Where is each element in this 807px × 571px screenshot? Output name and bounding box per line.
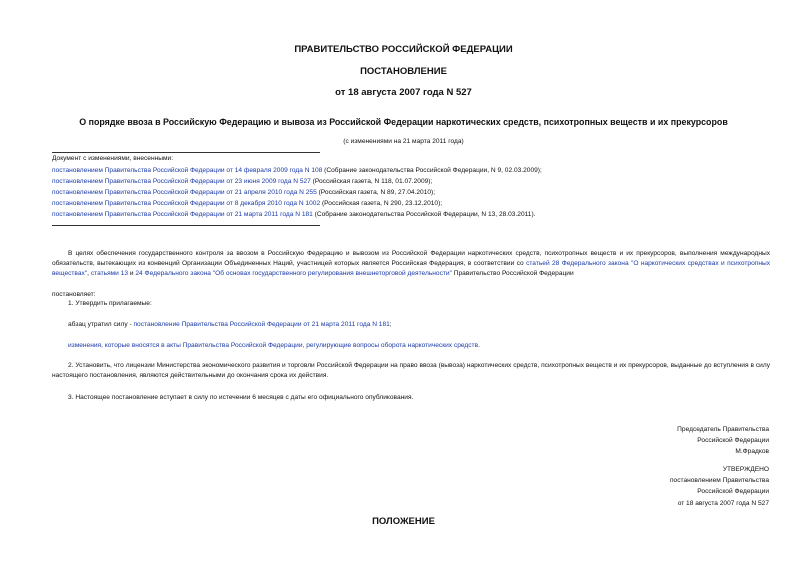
approval-block — [560, 464, 769, 509]
regulation-title: ПОЛОЖЕНИЕ — [372, 516, 435, 527]
resolves-label: постановляет: — [52, 291, 96, 298]
changes-intro: Документ с изменениями, внесенными: — [52, 155, 174, 162]
signature-block — [560, 424, 769, 458]
item-2: 2. Установить, что лицензии Министерства экономического развития и торговли Российской Федерации на право ввоза (вывоза) наркотических средств, психотропных веществ и их прекурсоров, выданные до вступления в силу настоящего постановления, являются действительными до окончания срока их действия. — [52, 362, 770, 379]
document-date-number: от 18 августа 2007 года N 527 — [335, 87, 472, 98]
lapsed-paragraph — [68, 321, 392, 328]
amendment-source: (Собрание законодательства Российской Федерации, N 13, 28.03.2011). — [312, 211, 536, 218]
signature-name: М.Фрадков — [735, 448, 769, 456]
amendment-source: (Российская газета, N 89, 27.04.2010); — [316, 189, 436, 196]
lapsed-link[interactable]: постановление Правительства Российской Федерации от 21 марта 2011 года N 181 — [133, 321, 390, 328]
signature-position: Председатель Правительства — [677, 426, 769, 433]
preamble-text: Правительство Российской Федерации — [451, 270, 574, 277]
changes-list-item — [52, 200, 442, 207]
bottom-divider — [52, 225, 320, 226]
changes-list-item — [52, 189, 435, 196]
amendment-link[interactable]: постановлением Правительства Российской Федерации от 21 марта 2011 года N 181 — [52, 211, 313, 218]
changes-end: . — [478, 342, 480, 349]
approval-line: Российской Федерации — [697, 488, 769, 496]
changes-list-item — [52, 167, 542, 174]
item-1: 1. Утвердить прилагаемые: — [68, 300, 152, 307]
amendment-link[interactable]: постановлением Правительства Российской Федерации от 23 июня 2009 года N 527 — [52, 178, 311, 185]
article-13-link[interactable]: статьями 13 — [90, 270, 129, 277]
changes-paragraph — [68, 342, 480, 349]
amendment-link[interactable]: постановлением Правительства Российской Федерации от 21 апреля 2010 года N 255 — [52, 189, 317, 196]
narcotics-law-link[interactable]: статьей 28 Федерального закона "О наркотических средствах и психотропных веществах" — [52, 260, 771, 277]
lapsed-text: абзац утратил силу - — [68, 321, 134, 328]
approval-line: от 18 августа 2007 года N 527 — [677, 499, 769, 507]
preamble-text: и — [128, 270, 136, 277]
amendment-source: (Собрание законодательства Российской Федерации, N 9, 02.03.2009); — [322, 167, 542, 174]
document-type-heading: ПОСТАНОВЛЕНИЕ — [360, 66, 447, 77]
government-heading: ПРАВИТЕЛЬСТВО РОССИЙСКОЙ ФЕДЕРАЦИИ — [294, 44, 513, 55]
preamble-text: В целях обеспечения государственного контроля за ввозом в Российскую Федерацию и вывозом из Российской Федерации наркотических средств, психотропных веществ и их прекурсоров, выполнения международных обязательств, вытекающих из конвенций Организации Объединенных Наций, участницей которых является Российская Федерация, в соответствии со — [52, 250, 770, 267]
changes-list-item — [52, 178, 432, 185]
amendment-note: (с изменениями на 21 марта 2011 года) — [343, 138, 464, 145]
top-divider — [52, 152, 320, 153]
lapsed-end: ; — [389, 321, 392, 328]
changes-list-item — [52, 211, 536, 218]
amendment-source: (Российская газета, N 290, 23.12.2010); — [320, 200, 443, 207]
preamble-text: , — [87, 270, 91, 277]
document-title: О порядке ввоза в Российскую Федерацию и вывоза из Российской Федерации наркотических средств, психотропных веществ и их прекурсоров — [79, 117, 728, 127]
amendment-source: (Российская газета, N 118, 01.07.2009); — [310, 178, 433, 185]
approval-title: УТВЕРЖДЕНО — [722, 466, 769, 473]
item-3: 3. Настоящее постановление вступает в силу по истечении 6 месяцев с даты его официального опубликования. — [68, 394, 414, 401]
changes-document-link[interactable]: изменения, которые вносятся в акты Правительства Российской Федерации, регулирующие вопросы оборота наркотических средств — [68, 342, 479, 349]
trade-law-link[interactable]: 24 Федерального закона "Об основах государственного регулирования внешнеторговой деятельности" — [135, 270, 452, 277]
signature-country: Российской Федерации — [697, 437, 769, 445]
preamble-paragraph — [52, 249, 770, 279]
amendment-link[interactable]: постановлением Правительства Российской Федерации от 8 декабря 2010 года N 1002 — [52, 200, 321, 207]
approval-line: постановлением Правительства — [669, 477, 769, 485]
amendment-link[interactable]: постановлением Правительства Российской Федерации от 14 февраля 2009 года N 108 — [52, 167, 323, 174]
